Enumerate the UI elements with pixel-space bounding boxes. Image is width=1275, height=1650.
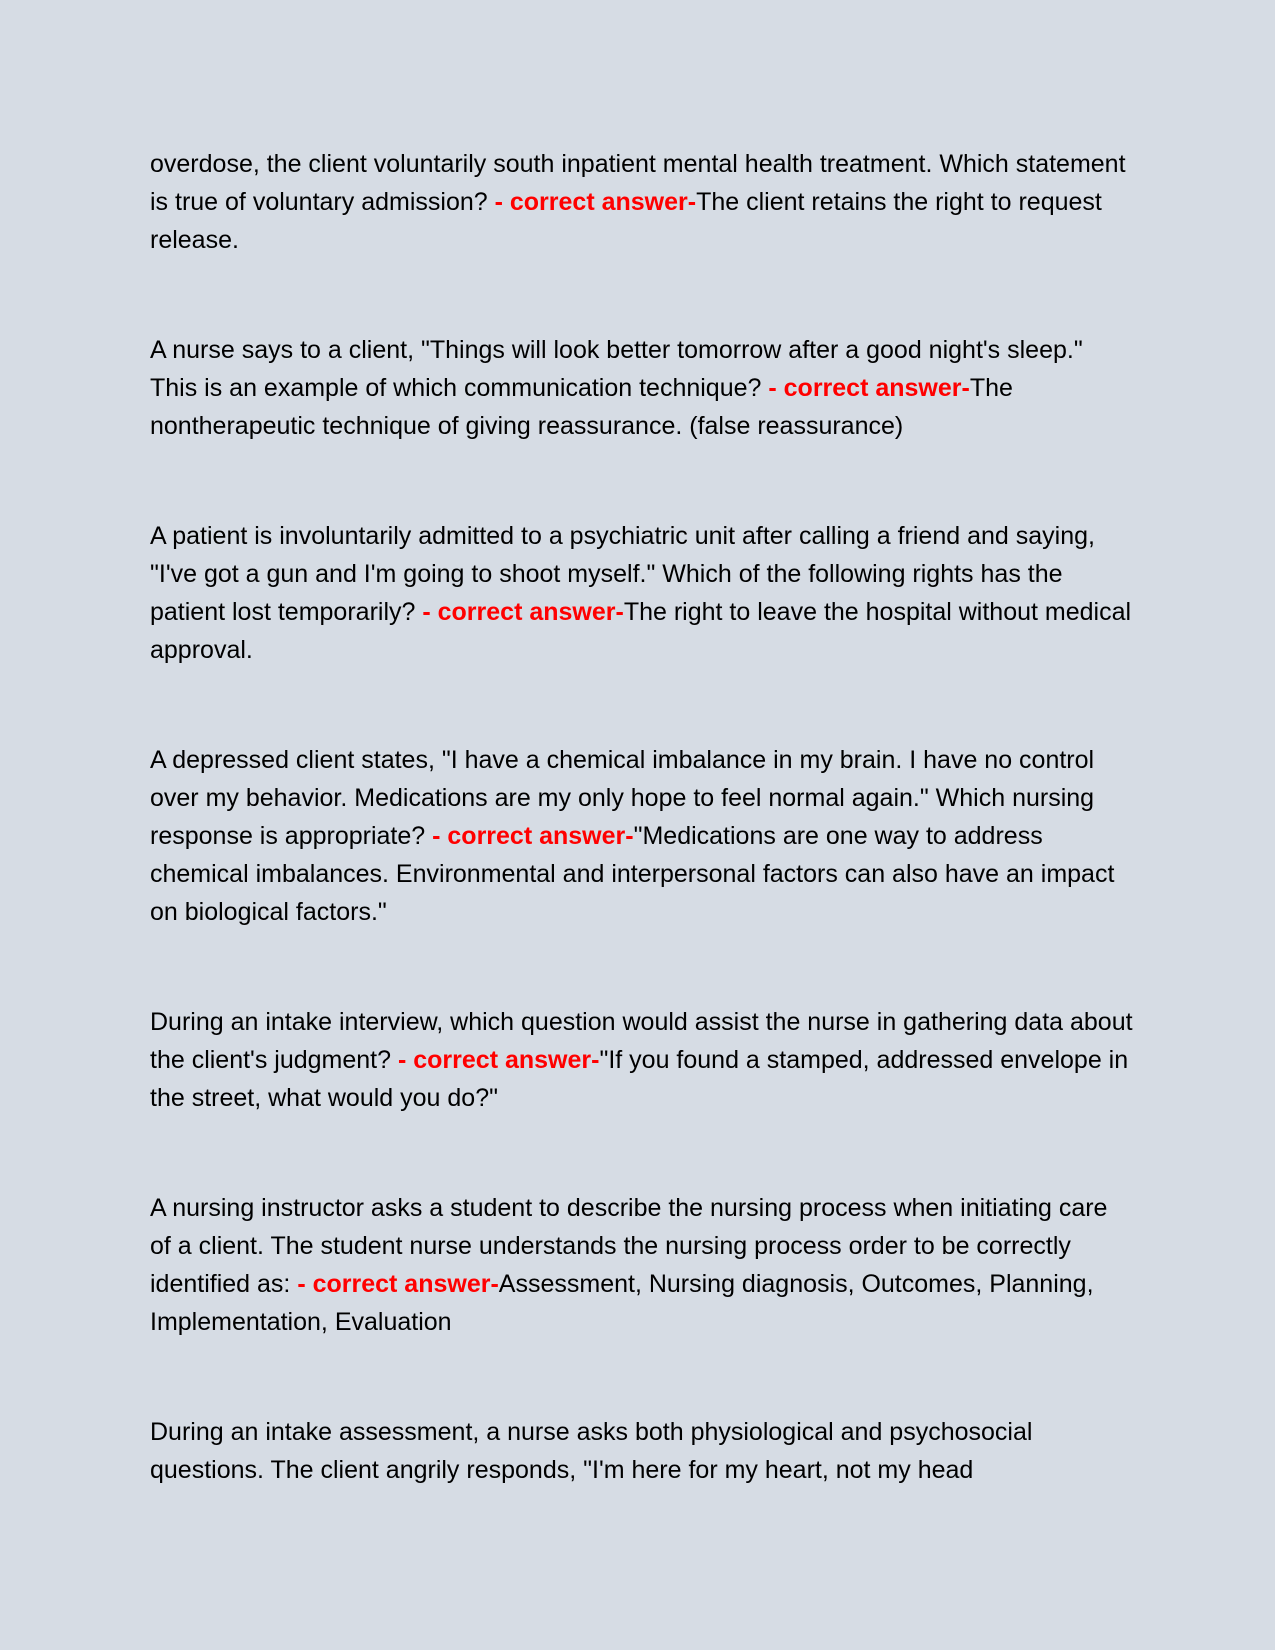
qa-item <box>150 517 1135 669</box>
answer-text: "If you found a stamped, addressed envelope in the street, what would you do?" <box>150 1046 1129 1112</box>
answer-text: The right to leave the hospital without medical approval. <box>150 598 1132 664</box>
question-text: A depressed client states, "I have a chemical imbalance in my brain. I have no control over my behavior. Medications are my only hope to feel normal again." Which nursing response is appropriate? <box>150 746 1095 850</box>
question-text: overdose, the client voluntarily south inpatient mental health treatment. Which statement is true of voluntary admission? <box>150 150 1126 216</box>
document-page <box>150 145 1135 1561</box>
qa-item <box>150 741 1135 931</box>
qa-item <box>150 145 1135 259</box>
question-text: During an intake assessment, a nurse asks both physiological and psychosocial questions. The client angrily responds, "I'm here for my heart, not my head <box>150 1418 1033 1484</box>
qa-item <box>150 1189 1135 1341</box>
question-text: A nurse says to a client, "Things will look better tomorrow after a good night's sleep." This is an example of which communication technique? <box>150 336 1083 402</box>
answer-text: Assessment, Nursing diagnosis, Outcomes, Planning, Implementation, Evaluation <box>150 1270 1094 1336</box>
question-text: A nursing instructor asks a student to describe the nursing process when initiating care of a client. The student nurse understands the nursing process order to be correctly identified as: <box>150 1194 1108 1298</box>
qa-item <box>150 331 1135 445</box>
question-text: During an intake interview, which question would assist the nurse in gathering data about the client's judgment? <box>150 1008 1133 1074</box>
correct-answer-marker: - correct answer- <box>768 374 970 402</box>
answer-text: The nontherapeutic technique of giving reassurance. (false reassurance) <box>150 374 1013 440</box>
correct-answer-marker: - correct answer- <box>432 822 634 850</box>
correct-answer-marker: - correct answer- <box>422 598 624 626</box>
question-text: A patient is involuntarily admitted to a psychiatric unit after calling a friend and saying, "I've got a gun and I'm going to shoot myself." Which of the following rights has the patient lost temporarily? <box>150 522 1095 626</box>
correct-answer-marker: - correct answer- <box>397 1046 600 1074</box>
correct-answer-marker: - correct answer- <box>297 1270 499 1298</box>
answer-text: The client retains the right to request release. <box>150 188 1102 254</box>
qa-item <box>150 1413 1135 1489</box>
correct-answer-marker: - correct answer- <box>494 188 697 216</box>
qa-item <box>150 1003 1135 1117</box>
answer-text: "Medications are one way to address chemical imbalances. Environmental and interpersonal factors can also have an impact on biological factors." <box>150 822 1115 926</box>
